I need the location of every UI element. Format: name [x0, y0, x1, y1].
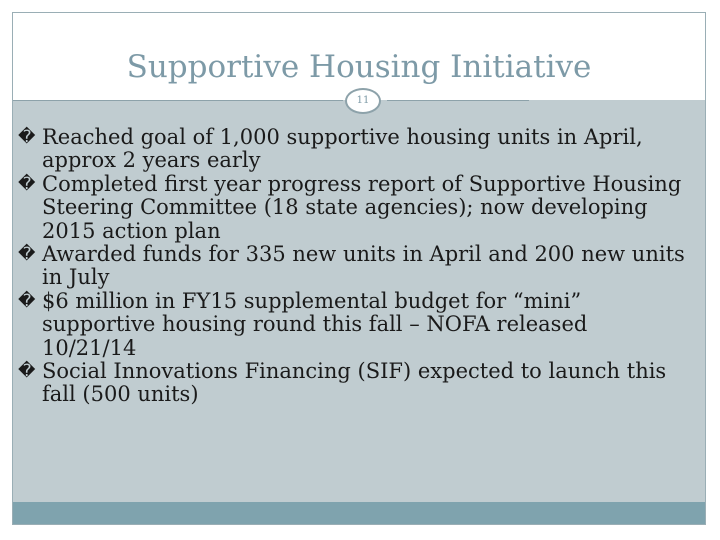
title-area [13, 13, 705, 100]
bullet-marker-icon: � [18, 361, 36, 382]
bullet-item [13, 290, 705, 360]
bullet-text: Completed first year progress report of Supportive Housing Steering Committee (18 state agencies); now developing 2015 action plan [42, 171, 682, 243]
slide [12, 12, 706, 525]
bullet-list [13, 126, 705, 407]
bullet-text: Social Innovations Financing (SIF) expected to launch this fall (500 units) [42, 359, 667, 407]
footer-band [13, 502, 705, 524]
title-divider-left [13, 100, 343, 101]
title-divider-right [387, 100, 529, 101]
bullet-marker-icon: � [18, 173, 36, 194]
bullet-marker-icon: � [18, 244, 36, 265]
bullet-marker-icon: � [18, 127, 36, 147]
bullet-text: Awarded funds for 335 new units in April and 200 new units in July [42, 242, 685, 290]
bullet-text: Reached goal of 1,000 supportive housing units in April, approx 2 years early [42, 125, 643, 173]
bullet-item [13, 173, 705, 243]
slide-title: Supportive Housing Initiative [126, 49, 592, 85]
bullet-text: $6 million in FY15 supplemental budget for “mini” supportive housing round this fall – NOFA released 10/21/14 [42, 288, 588, 360]
bullet-item [13, 360, 705, 407]
bullet-marker-icon: � [18, 290, 36, 311]
page-number-badge: 11 [345, 88, 381, 114]
bullet-item [13, 243, 705, 290]
bullet-item [13, 126, 705, 173]
